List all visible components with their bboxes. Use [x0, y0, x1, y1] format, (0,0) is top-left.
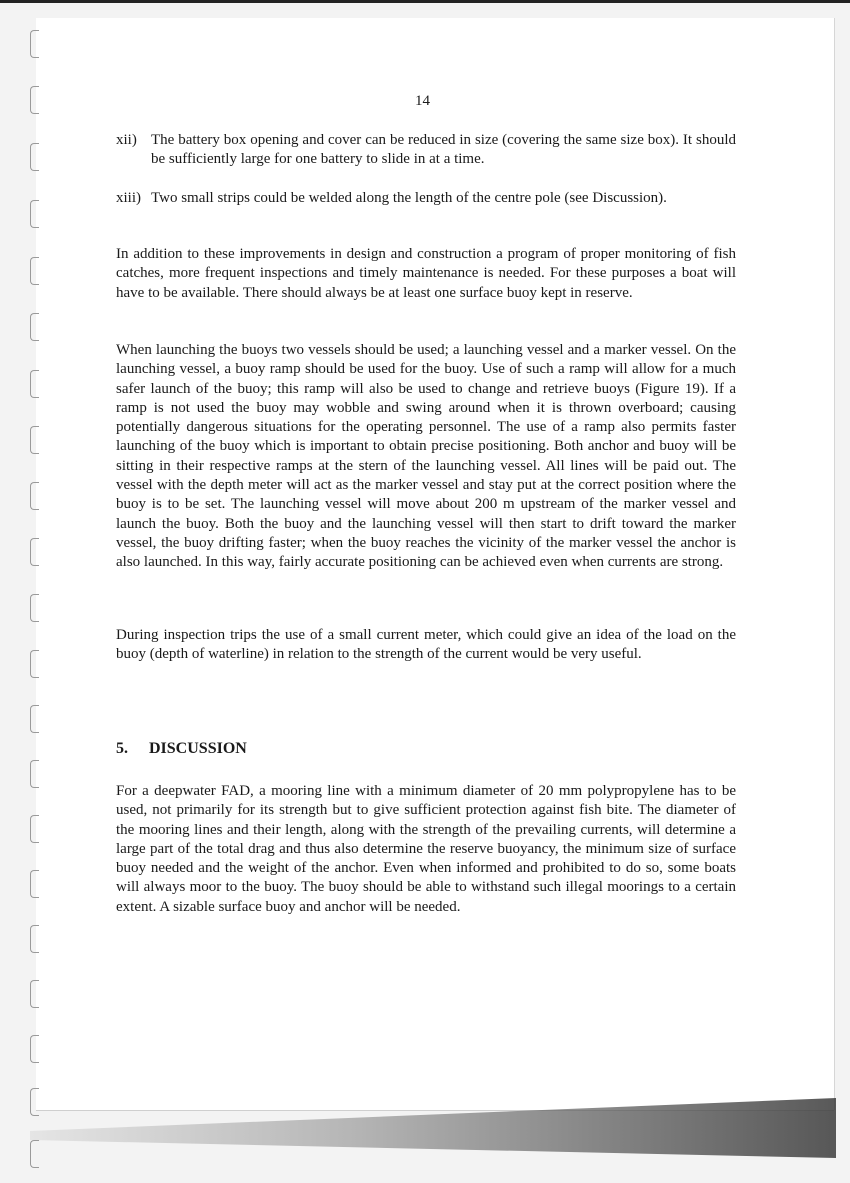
body-paragraph: During inspection trips the use of a small current meter, which could give an idea of the load on the buoy (depth of waterline) in relation to the strength of the current would be very useful. [116, 627, 736, 663]
binding-ring [30, 1088, 39, 1116]
scan-top-edge [0, 0, 850, 3]
binding-ring [30, 30, 39, 58]
binding-ring [30, 594, 39, 622]
list-item-marker: xii) [116, 132, 137, 148]
binding-ring [30, 482, 39, 510]
binding-ring [30, 925, 39, 953]
binding-ring [30, 426, 39, 454]
list-item-text: The battery box opening and cover can be reduced in size (covering the same size box). It should be sufficiently large for one battery to slide in at a time. [151, 132, 736, 168]
section-heading [116, 740, 247, 758]
body-paragraph: In addition to these improvements in design and construction a program of proper monitoring of fish catches, more frequent inspections and timely maintenance is needed. For these purposes a boat will have to be available. There should always be at least one surface buoy kept in reserve. [116, 246, 736, 301]
binding-ring [30, 200, 39, 228]
binding-ring [30, 1035, 39, 1063]
binding-holes [30, 30, 42, 1170]
binding-ring [30, 313, 39, 341]
list-item-text: Two small strips could be welded along the length of the centre pole (see Discussion). [151, 190, 667, 206]
discussion-paragraph: For a deepwater FAD, a mooring line with a minimum diameter of 20 mm polypropylene has to be used, not primarily for its strength but to give sufficient protection against fish bite. The diameter of the mooring lines and their length, along with the strength of the prevailing currents, will determine a large part of the total drag and thus also determine the reserve buoyancy, the minimum size of surface buoy needed and the weight of the anchor. Even when informed and prohibited to do so, some boats will always moor to the buoy. The buoy should be able to withstand such illegal moorings to a certain extent. A sizable surface buoy and anchor will be needed. [116, 783, 736, 915]
binding-ring [30, 1140, 39, 1168]
section-number: 5. [116, 740, 128, 757]
binding-ring [30, 143, 39, 171]
list-item [116, 189, 736, 208]
list-item-marker: xiii) [116, 190, 141, 206]
binding-ring [30, 980, 39, 1008]
page-number: 14 [415, 93, 430, 109]
binding-ring [30, 870, 39, 898]
body-paragraph: When launching the buoys two vessels should be used; a launching vessel and a marker vessel. On the launching vessel, a buoy ramp should be used for the buoy. Use of such a ramp will allow for a much safer launch of the buoy; this ramp will also be used to change and retrieve buoys (Figure 19). If a ramp is not used the buoy may wobble and swing around when it is thrown overboard; causing potentially dangerous situations for the operating personnel. The use of a ramp also permits faster launching of the buoy which is important to obtain precise positioning. Both anchor and buoy will be sitting in their respective ramps at the stern of the launching vessel. All lines will be paid out. The vessel with the depth meter will act as the marker vessel and stay put at the correct position where the buoy is to be set. The launching vessel will move about 200 m upstream of the marker vessel and launch the buoy. Both the buoy and the launching vessel will then start to drift toward the marker vessel, the buoy drifting faster; when the buoy reaches the vicinity of the marker vessel the anchor is also launched. In this way, fairly accurate positioning can be achieved even when currents are strong. [116, 342, 736, 571]
binding-ring [30, 815, 39, 843]
binding-ring [30, 650, 39, 678]
binding-ring [30, 705, 39, 733]
binding-ring [30, 86, 39, 114]
section-title: DISCUSSION [149, 740, 247, 757]
list-item [116, 131, 736, 170]
binding-ring [30, 760, 39, 788]
binding-ring [30, 370, 39, 398]
binding-ring [30, 538, 39, 566]
binding-ring [30, 257, 39, 285]
